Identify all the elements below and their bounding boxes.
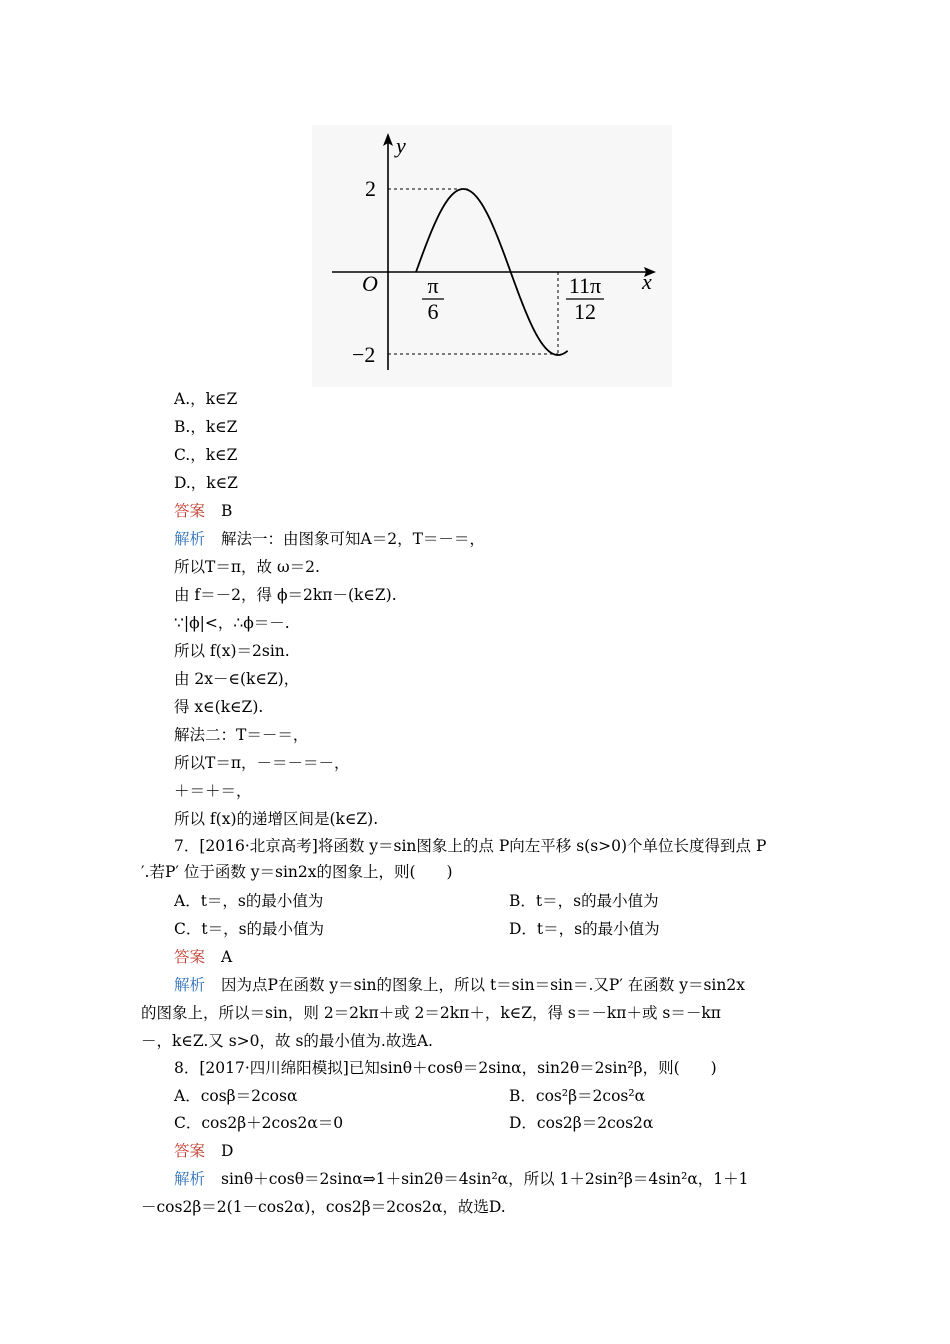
y-axis-label: y (396, 133, 406, 158)
q7-stem-line2: ′.若P′ 位于函数 y＝sin2x的图象上，则( ) (141, 863, 453, 881)
x-tick2-denominator: 12 (574, 299, 596, 324)
q7-option-b: B．t＝，s的最小值为 (509, 892, 659, 910)
q8-answer-label: 答案 (174, 1142, 206, 1160)
q8-option-d: D．cos2β＝2cos2α (509, 1114, 654, 1132)
q7-analysis-line3: －，k∈Z.又 s>0，故 s的最小值为.故选A. (141, 1032, 433, 1050)
q6-analysis-line: 解法二：T＝－＝， (174, 726, 309, 744)
q7-stem-line1: 7．[2016·北京高考]将函数 y＝sin图象上的点 P向左平移 s(s>0)个单位长度得到点 P (174, 837, 767, 855)
q7-option-c: C．t＝，s的最小值为 (174, 920, 325, 938)
q6-answer-row (174, 501, 232, 521)
q7-option-a: A．t＝，s的最小值为 (174, 892, 324, 910)
q8-analysis-row (174, 1169, 749, 1189)
graph-svg (312, 125, 672, 387)
q6-analysis-line: 所以T＝π，故 ω＝2. (174, 558, 320, 576)
q7-answer-label: 答案 (174, 948, 206, 966)
x-tick2-numerator: 11π (568, 273, 602, 298)
y-max-label: 2 (365, 176, 376, 201)
q6-answer-label: 答案 (174, 502, 206, 520)
q8-analysis-label: 解析 (174, 1170, 206, 1188)
q7-option-d: D．t＝，s的最小值为 (509, 920, 660, 938)
q6-analysis-line: 所以 f(x)的递增区间是(k∈Z). (174, 810, 379, 828)
q6-analysis-line: ＋＝＋＝， (174, 782, 252, 800)
q6-analysis-line: 所以T＝π，－＝－＝－， (174, 754, 350, 772)
q7-answer-value: A (221, 948, 233, 966)
q8-option-b: B．cos²β＝2cos²α (509, 1087, 646, 1105)
q6-answer-value: B (221, 502, 233, 520)
x-axis-label: x (642, 269, 652, 294)
q6-analysis-line: ∵|ϕ|<，∴ϕ＝－. (174, 614, 290, 632)
q6-analysis-line: 由 2x－∈(k∈Z)， (174, 670, 300, 688)
q8-answer-value: D (221, 1142, 234, 1160)
y-min-label: −2 (352, 342, 376, 367)
q7-analysis-row (174, 975, 745, 995)
q8-answer-row (174, 1141, 233, 1161)
x-tick1-numerator: π (427, 273, 439, 298)
x-tick1-denominator: 6 (427, 299, 439, 324)
q6-analysis-line: 得 x∈(k∈Z). (174, 698, 264, 716)
q6-option-a: A.，k∈Z (174, 390, 238, 408)
q8-option-c: C．cos2β＋2cos2α＝0 (174, 1114, 344, 1132)
q6-option-d: D.，k∈Z (174, 474, 238, 492)
origin-label: O (362, 271, 378, 296)
q8-analysis-line1: sinθ＋cosθ＝2sinα⇒1＋sin2θ＝4sin²α，所以 1＋2sin²β＝4sin²α，1＋1 (221, 1170, 749, 1188)
q6-analysis-line: 解法一：由图象可知A＝2，T＝－＝， (221, 530, 485, 548)
q7-analysis-label: 解析 (174, 976, 206, 994)
q6-analysis-line: 所以 f(x)＝2sin. (174, 642, 290, 660)
q7-analysis-line2: 的图象上，所以＝sin，则 2＝2kπ＋或 2＝2kπ＋，k∈Z，得 s＝－kπ＋或 s＝－kπ (141, 1004, 721, 1022)
function-graph (312, 125, 672, 387)
q6-option-b: B.，k∈Z (174, 418, 238, 436)
q6-option-c: C.，k∈Z (174, 446, 238, 464)
q7-analysis-line1: 因为点P在函数 y＝sin的图象上，所以 t＝sin＝sin＝.又P′ 在函数 y＝sin2x (221, 976, 745, 994)
q8-analysis-line2: －cos2β＝2(1－cos2α)，cos2β＝2cos2α，故选D. (141, 1198, 506, 1216)
q6-analysis-row (174, 529, 485, 549)
q8-stem: 8．[2017·四川绵阳模拟]已知sinθ＋cosθ＝2sinα，sin2θ＝2sin²β，则( ) (174, 1059, 717, 1077)
q8-option-a: A．cosβ＝2cosα (174, 1087, 298, 1105)
q6-analysis-line: 由 f＝－2，得 ϕ＝2kπ－(k∈Z). (174, 586, 397, 604)
q7-answer-row (174, 947, 232, 967)
q6-analysis-label: 解析 (174, 530, 206, 548)
